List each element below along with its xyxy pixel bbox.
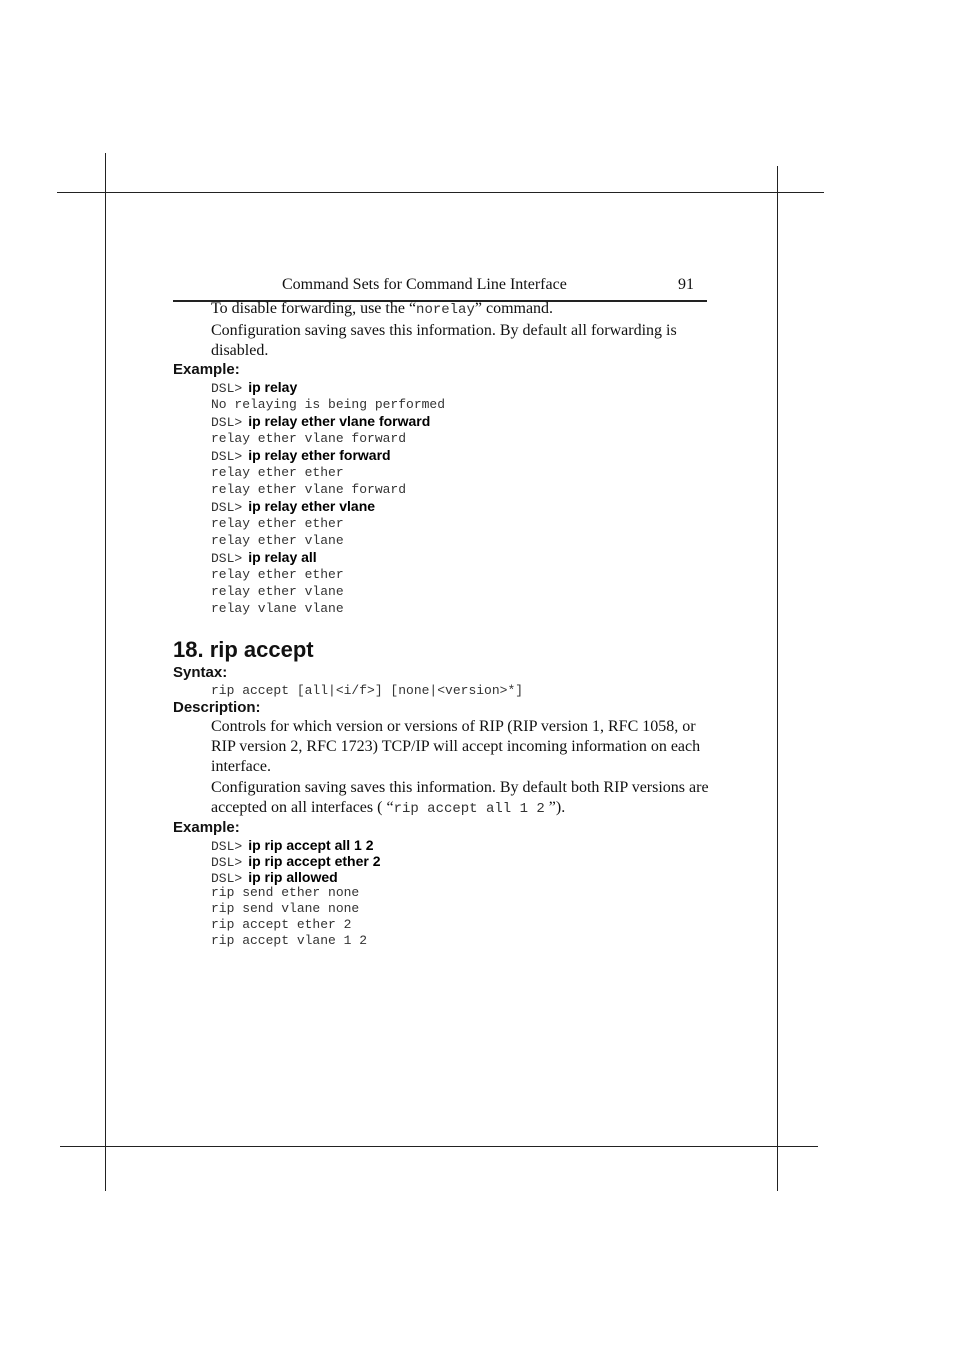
cli-prompt: DSL> bbox=[211, 871, 243, 886]
example2-command-line bbox=[211, 869, 713, 885]
description-label: Description: bbox=[173, 699, 261, 716]
cli-prompt: DSL> bbox=[211, 551, 243, 566]
cli-command: ip relay ether vlane forward bbox=[248, 413, 431, 429]
example1-output-line: relay ether vlane bbox=[211, 584, 344, 599]
example2-output-line: rip send vlane none bbox=[211, 901, 360, 916]
page-content bbox=[173, 299, 713, 949]
cli-command: ip relay bbox=[248, 379, 298, 395]
cli-prompt: DSL> bbox=[211, 855, 243, 870]
example1-command-line bbox=[211, 379, 713, 396]
example-code-block-2 bbox=[211, 837, 713, 949]
cli-command: ip rip accept ether 2 bbox=[248, 853, 381, 869]
example1-command-line bbox=[211, 447, 713, 464]
intro-text: To disable forwarding, use the “ bbox=[211, 300, 417, 317]
description-text-2-start: Configuration saving saves this information. By default both RIP versions are accepted on all interfaces ( “ bbox=[211, 779, 709, 816]
description-text-2 bbox=[211, 778, 713, 819]
description-text-2-end: ”). bbox=[544, 799, 566, 816]
intro-paragraph bbox=[211, 299, 713, 361]
example-label-1: Example: bbox=[173, 361, 240, 378]
example1-command-line bbox=[211, 498, 713, 515]
example1-command-line bbox=[211, 413, 713, 430]
example-label-2: Example: bbox=[173, 819, 240, 836]
rip-accept-code: rip accept all 1 2 bbox=[393, 801, 545, 817]
cli-command: ip relay ether forward bbox=[248, 447, 391, 463]
cli-prompt: DSL> bbox=[211, 449, 243, 464]
cli-prompt: DSL> bbox=[211, 381, 243, 396]
intro-text-end: ” command. bbox=[474, 300, 554, 317]
description-text-1: Controls for which version or versions of RIP (RIP version 1, RFC 1058, or RIP version 2, RFC 1723) TCP/IP will accept incoming information on each interface. bbox=[211, 718, 701, 775]
page-number: 91 bbox=[678, 276, 694, 293]
description-paragraph bbox=[211, 717, 713, 819]
example1-output-line: No relaying is being performed bbox=[211, 397, 446, 412]
intro-config-note: Configuration saving saves this information. By default all forwarding is disabled. bbox=[211, 322, 677, 359]
example1-output-line: relay ether ether bbox=[211, 567, 344, 582]
norelay-code: norelay bbox=[416, 302, 475, 318]
syntax-line: rip accept [all|<i/f>] [none|<version>*] bbox=[211, 683, 524, 698]
cli-prompt: DSL> bbox=[211, 839, 243, 854]
example-code-block-1 bbox=[211, 379, 713, 617]
example1-output-line: relay ether vlane forward bbox=[211, 431, 407, 446]
cli-prompt: DSL> bbox=[211, 500, 243, 515]
example1-output-line: relay vlane vlane bbox=[211, 601, 344, 616]
cli-command: ip rip allowed bbox=[248, 869, 338, 885]
example1-output-line: relay ether vlane bbox=[211, 533, 344, 548]
intro-line bbox=[211, 299, 713, 320]
syntax-label: Syntax: bbox=[173, 664, 228, 681]
example1-output-line: relay ether vlane forward bbox=[211, 482, 407, 497]
example1-output-line: relay ether ether bbox=[211, 465, 344, 480]
cli-prompt: DSL> bbox=[211, 415, 243, 430]
cli-command: ip rip accept all 1 2 bbox=[248, 837, 374, 853]
cli-command: ip relay ether vlane bbox=[248, 498, 376, 514]
example2-command-line bbox=[211, 853, 713, 869]
example1-output-line: relay ether ether bbox=[211, 516, 344, 531]
example2-output-line: rip accept vlane 1 2 bbox=[211, 933, 368, 948]
example2-output-line: rip send ether none bbox=[211, 885, 360, 900]
running-title: Command Sets for Command Line Interface bbox=[282, 276, 567, 293]
example2-output-line: rip accept ether 2 bbox=[211, 917, 352, 932]
example2-command-line bbox=[211, 837, 713, 853]
section-title: 18. rip accept bbox=[173, 637, 314, 662]
syntax-block bbox=[211, 682, 713, 699]
cli-command: ip relay all bbox=[248, 549, 317, 565]
example1-command-line bbox=[211, 549, 713, 566]
